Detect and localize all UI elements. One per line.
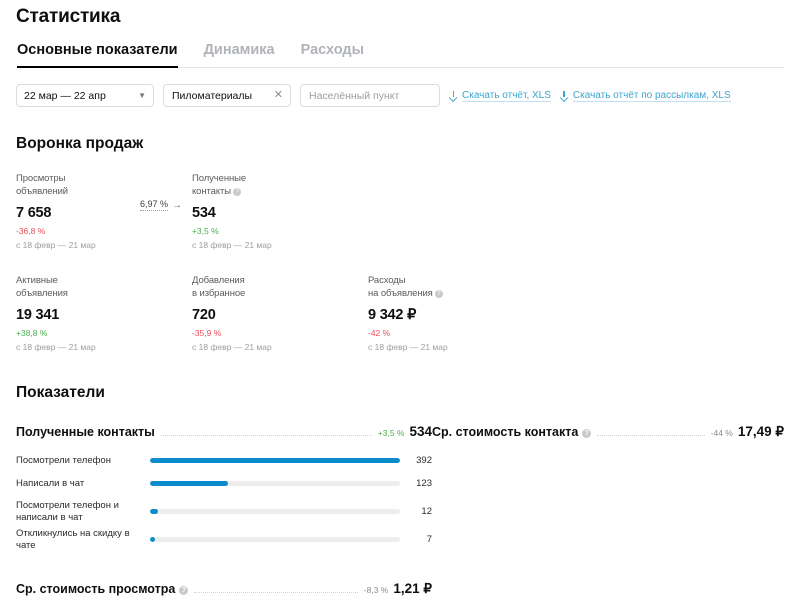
metric-name xyxy=(16,582,188,596)
period-select-value: 22 мар — 22 апр xyxy=(24,89,106,102)
metric-total: 534 xyxy=(409,424,432,439)
bar-value: 7 xyxy=(426,534,432,545)
bar-track xyxy=(150,481,400,486)
funnel-section-title: Воронка продаж xyxy=(16,135,144,152)
tab-expenses[interactable]: Расходы xyxy=(300,42,364,58)
funnel-row-bottom xyxy=(16,275,784,352)
info-icon[interactable]: ? xyxy=(179,586,188,595)
bar-fill xyxy=(150,458,400,463)
funnel-card-value: 534 xyxy=(192,205,216,221)
chevron-down-icon: ▼ xyxy=(138,90,146,100)
info-icon[interactable]: ? xyxy=(582,429,591,438)
funnel-card-label xyxy=(16,275,192,300)
funnel-conversion xyxy=(140,199,182,211)
metric-delta: +3,5 % xyxy=(377,428,405,438)
leader-dots xyxy=(161,435,372,436)
funnel-card-period: с 18 февр — 21 мар xyxy=(192,240,272,250)
bar-value: 392 xyxy=(416,455,432,466)
location-input-placeholder: Населённый пункт xyxy=(309,89,400,102)
funnel-card-label-line1: Добавления xyxy=(192,275,245,286)
metric-name: Полученные контакты xyxy=(16,425,155,439)
page-title: Статистика xyxy=(16,6,121,27)
download-mailing-report-link[interactable] xyxy=(560,90,731,102)
location-input[interactable] xyxy=(300,84,440,107)
metric-total: 17,49 ₽ xyxy=(737,424,784,439)
bar-value: 123 xyxy=(416,478,432,489)
metric-block-contacts xyxy=(16,424,432,555)
funnel-row-top xyxy=(16,173,784,250)
funnel-card-views xyxy=(16,173,192,250)
funnel-card-label xyxy=(192,275,368,300)
funnel-card-label-line2: в избранное xyxy=(192,287,246,299)
funnel-card-favorites xyxy=(192,275,368,352)
bar-track xyxy=(150,509,400,514)
download-icon xyxy=(449,91,458,101)
funnel-card-value: 720 xyxy=(192,307,216,323)
info-icon[interactable]: ? xyxy=(435,290,443,298)
funnel-card-label-line2: объявления xyxy=(16,287,68,299)
bar-fill xyxy=(150,509,158,514)
funnel-card-value: 19 341 xyxy=(16,307,60,323)
metric-total: 1,21 ₽ xyxy=(393,581,432,596)
metric-name-text: Ср. стоимость контакта xyxy=(432,425,579,439)
bar-label: Откликнулись на скидку в чате xyxy=(16,528,130,551)
bar-value: 12 xyxy=(421,506,432,517)
metric-header-contacts xyxy=(16,424,432,439)
funnel-card-delta: -42 % xyxy=(368,328,391,338)
bar-track xyxy=(150,537,400,542)
funnel-card-active-ads xyxy=(16,275,192,352)
funnel-card-label-line2: на объявления xyxy=(368,287,433,299)
funnel-card-value: 7 658 xyxy=(16,205,52,221)
bar-label: Посмотрели телефон и написали в чат xyxy=(16,500,119,523)
metric-delta: -44 % xyxy=(710,428,733,438)
arrow-right-icon: → xyxy=(172,199,183,211)
funnel-card-delta: -36,8 % xyxy=(16,226,46,236)
bar-track xyxy=(150,458,400,463)
funnel-card-delta: +38,8 % xyxy=(16,328,48,338)
leader-dots xyxy=(597,435,704,436)
funnel-card-delta: -35,9 % xyxy=(192,328,222,338)
bar-row xyxy=(16,528,432,551)
funnel-card-period: с 18 февр — 21 мар xyxy=(368,342,448,352)
funnel-card-label-line1: Активные xyxy=(16,275,58,286)
funnel-card-contacts xyxy=(192,173,368,250)
bar-fill xyxy=(150,537,155,542)
download-report-link[interactable] xyxy=(449,90,551,102)
close-icon[interactable]: ✕ xyxy=(273,89,283,101)
metric-delta: -8,3 % xyxy=(363,585,389,595)
metric-header-cost-per-contact xyxy=(432,424,784,440)
bar-row xyxy=(16,453,432,468)
bar-fill xyxy=(150,481,228,486)
funnel-card-label-line2: объявлений xyxy=(16,185,69,197)
funnel-card-period: с 18 февр — 21 мар xyxy=(16,240,96,250)
funnel-card-label xyxy=(368,275,544,300)
bar-label: Написали в чат xyxy=(16,477,85,489)
category-chip-label: Пиломатериалы xyxy=(172,89,253,102)
tab-dynamics[interactable]: Динамика xyxy=(203,42,275,58)
metric-header-cost-per-view xyxy=(16,581,432,597)
metrics-section xyxy=(16,424,784,555)
bar-row xyxy=(16,499,432,524)
period-select[interactable] xyxy=(16,84,154,107)
metric-name-text: Ср. стоимость просмотра xyxy=(16,582,176,596)
leader-dots xyxy=(194,592,357,593)
funnel-card-delta: +3,5 % xyxy=(192,226,219,236)
funnel-card-label-line1: Просмотры xyxy=(16,173,66,184)
metrics-section-title: Показатели xyxy=(16,384,105,401)
sales-funnel xyxy=(16,173,784,352)
bar-label: Посмотрели телефон xyxy=(16,454,111,466)
tab-main-metrics[interactable]: Основные показатели xyxy=(17,42,178,67)
tab-bar xyxy=(16,42,784,68)
bar-row xyxy=(16,476,432,491)
download-mailing-report-label: Скачать отчёт по рассылкам, XLS xyxy=(572,89,731,101)
metric-name xyxy=(432,425,591,439)
funnel-card-label-line1: Полученные xyxy=(192,173,247,184)
funnel-card-period: с 18 февр — 21 мар xyxy=(16,342,96,352)
funnel-card-label-line1: Расходы xyxy=(368,275,406,286)
statistics-page xyxy=(0,6,800,598)
filter-bar xyxy=(16,84,784,107)
funnel-card-label xyxy=(16,173,192,198)
download-icon xyxy=(560,91,569,101)
metric-block-cost-per-view xyxy=(16,581,432,597)
download-report-label: Скачать отчёт, XLS xyxy=(462,89,551,101)
funnel-card-value: 9 342 ₽ xyxy=(368,307,417,323)
metric-block-cost-per-contact xyxy=(432,424,784,555)
funnel-card-label xyxy=(192,173,368,198)
funnel-card-label-line2: контакты xyxy=(192,185,231,197)
funnel-conversion-value: 6,97 % xyxy=(140,199,169,209)
contacts-breakdown xyxy=(16,453,432,551)
category-chip[interactable] xyxy=(163,84,291,107)
funnel-card-period: с 18 февр — 21 мар xyxy=(192,342,272,352)
funnel-card-expenses xyxy=(368,275,544,352)
info-icon[interactable]: ? xyxy=(233,188,241,196)
